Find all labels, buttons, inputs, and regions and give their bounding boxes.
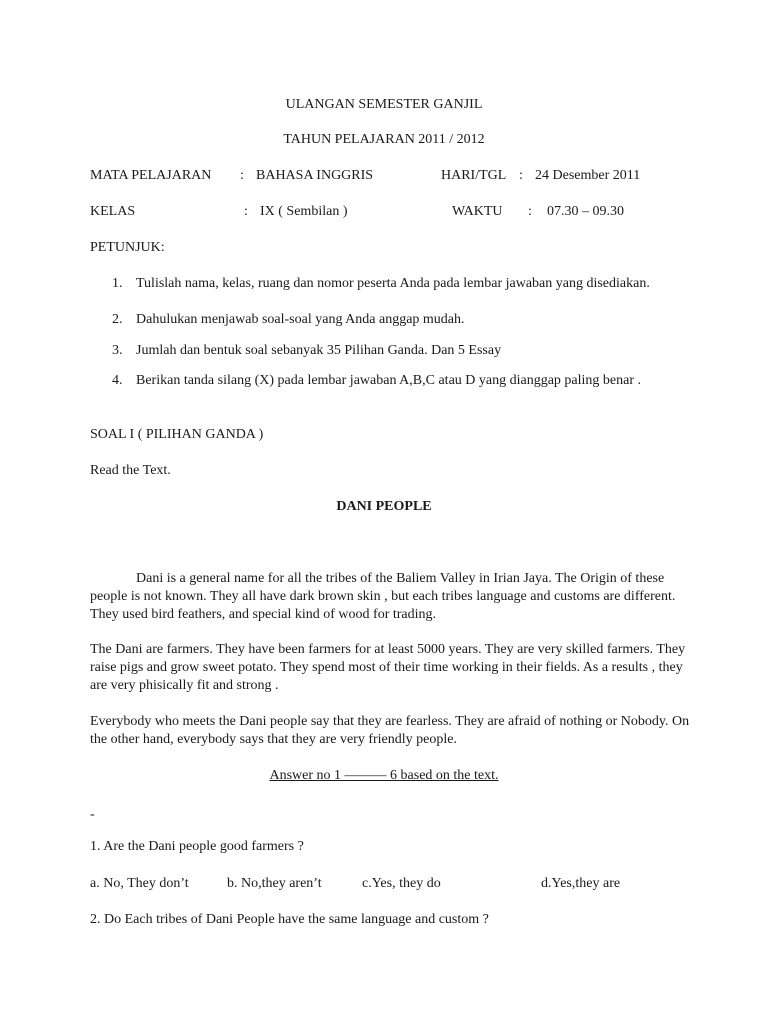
time-label: WAKTU bbox=[452, 204, 503, 219]
subject-value: BAHASA INGGRIS bbox=[256, 168, 374, 183]
class-label: KELAS bbox=[90, 204, 136, 219]
answer-instruction: Answer no 1 ——— 6 based on the text. bbox=[269, 768, 499, 783]
class-colon: : bbox=[244, 204, 248, 219]
item-number: 2. bbox=[112, 312, 123, 327]
option-b: b. No,they aren’t bbox=[227, 876, 322, 891]
subject-label: MATA PELAJARAN bbox=[90, 168, 212, 183]
item-number: 3. bbox=[112, 343, 123, 358]
item-text: Berikan tanda silang (X) pada lembar jawaban A,B,C atau D yang dianggap paling benar . bbox=[136, 373, 642, 388]
item-text: Dahulukan menjawab soal-soal yang Anda anggap mudah. bbox=[136, 312, 465, 327]
time-colon: : bbox=[528, 204, 532, 219]
reading-paragraph: The Dani are farmers. They have been farmers for at least 5000 years. They are very skilled farmers. They raise pigs and grow sweet potato. They spend most of their time working in their fields. As a results , they are very phisically fit and strong . bbox=[90, 642, 686, 693]
item-text: Jumlah dan bentuk soal sebanyak 35 Pilihan Ganda. Dan 5 Essay bbox=[136, 343, 502, 358]
item-number: 4. bbox=[112, 373, 123, 388]
question-text: 1. Are the Dani people good farmers ? bbox=[90, 839, 304, 854]
class-value: IX ( Sembilan ) bbox=[260, 204, 348, 219]
item-text: Tulislah nama, kelas, ruang dan nomor peserta Anda pada lembar jawaban yang disediakan. bbox=[136, 276, 650, 291]
reading-title: DANI PEOPLE bbox=[336, 499, 432, 514]
reading-paragraph: Dani is a general name for all the tribes of the Baliem Valley in Irian Jaya. The Origin of these people is not known. They all have dark brown skin , but each tribes language and customs are different. They used bird feathers, and special kind of wood for trading. bbox=[90, 571, 676, 622]
reading-paragraph: Everybody who meets the Dani people say that they are fearless. They are afraid of nothing or Nobody. On the other hand, everybody says that they are very friendly people. bbox=[90, 714, 690, 747]
date-value: 24 Desember 2011 bbox=[535, 168, 641, 183]
section-title: SOAL I ( PILIHAN GANDA ) bbox=[90, 427, 264, 442]
option-a: a. No, They don’t bbox=[90, 876, 189, 891]
academic-year: TAHUN PELAJARAN 2011 / 2012 bbox=[283, 132, 485, 147]
date-colon: : bbox=[519, 168, 523, 183]
date-label: HARI/TGL bbox=[441, 168, 507, 183]
item-number: 1. bbox=[112, 276, 123, 291]
time-value: 07.30 – 09.30 bbox=[547, 204, 624, 219]
instructions-heading: PETUNJUK: bbox=[90, 240, 165, 255]
dash-mark: - bbox=[90, 807, 95, 822]
subject-colon: : bbox=[240, 168, 244, 183]
question-text: 2. Do Each tribes of Dani People have the same language and custom ? bbox=[90, 912, 489, 927]
exam-title: ULANGAN SEMESTER GANJIL bbox=[285, 97, 483, 112]
option-c: c.Yes, they do bbox=[362, 876, 441, 891]
read-instruction: Read the Text. bbox=[90, 463, 171, 478]
option-d: d.Yes,they are bbox=[541, 876, 621, 891]
